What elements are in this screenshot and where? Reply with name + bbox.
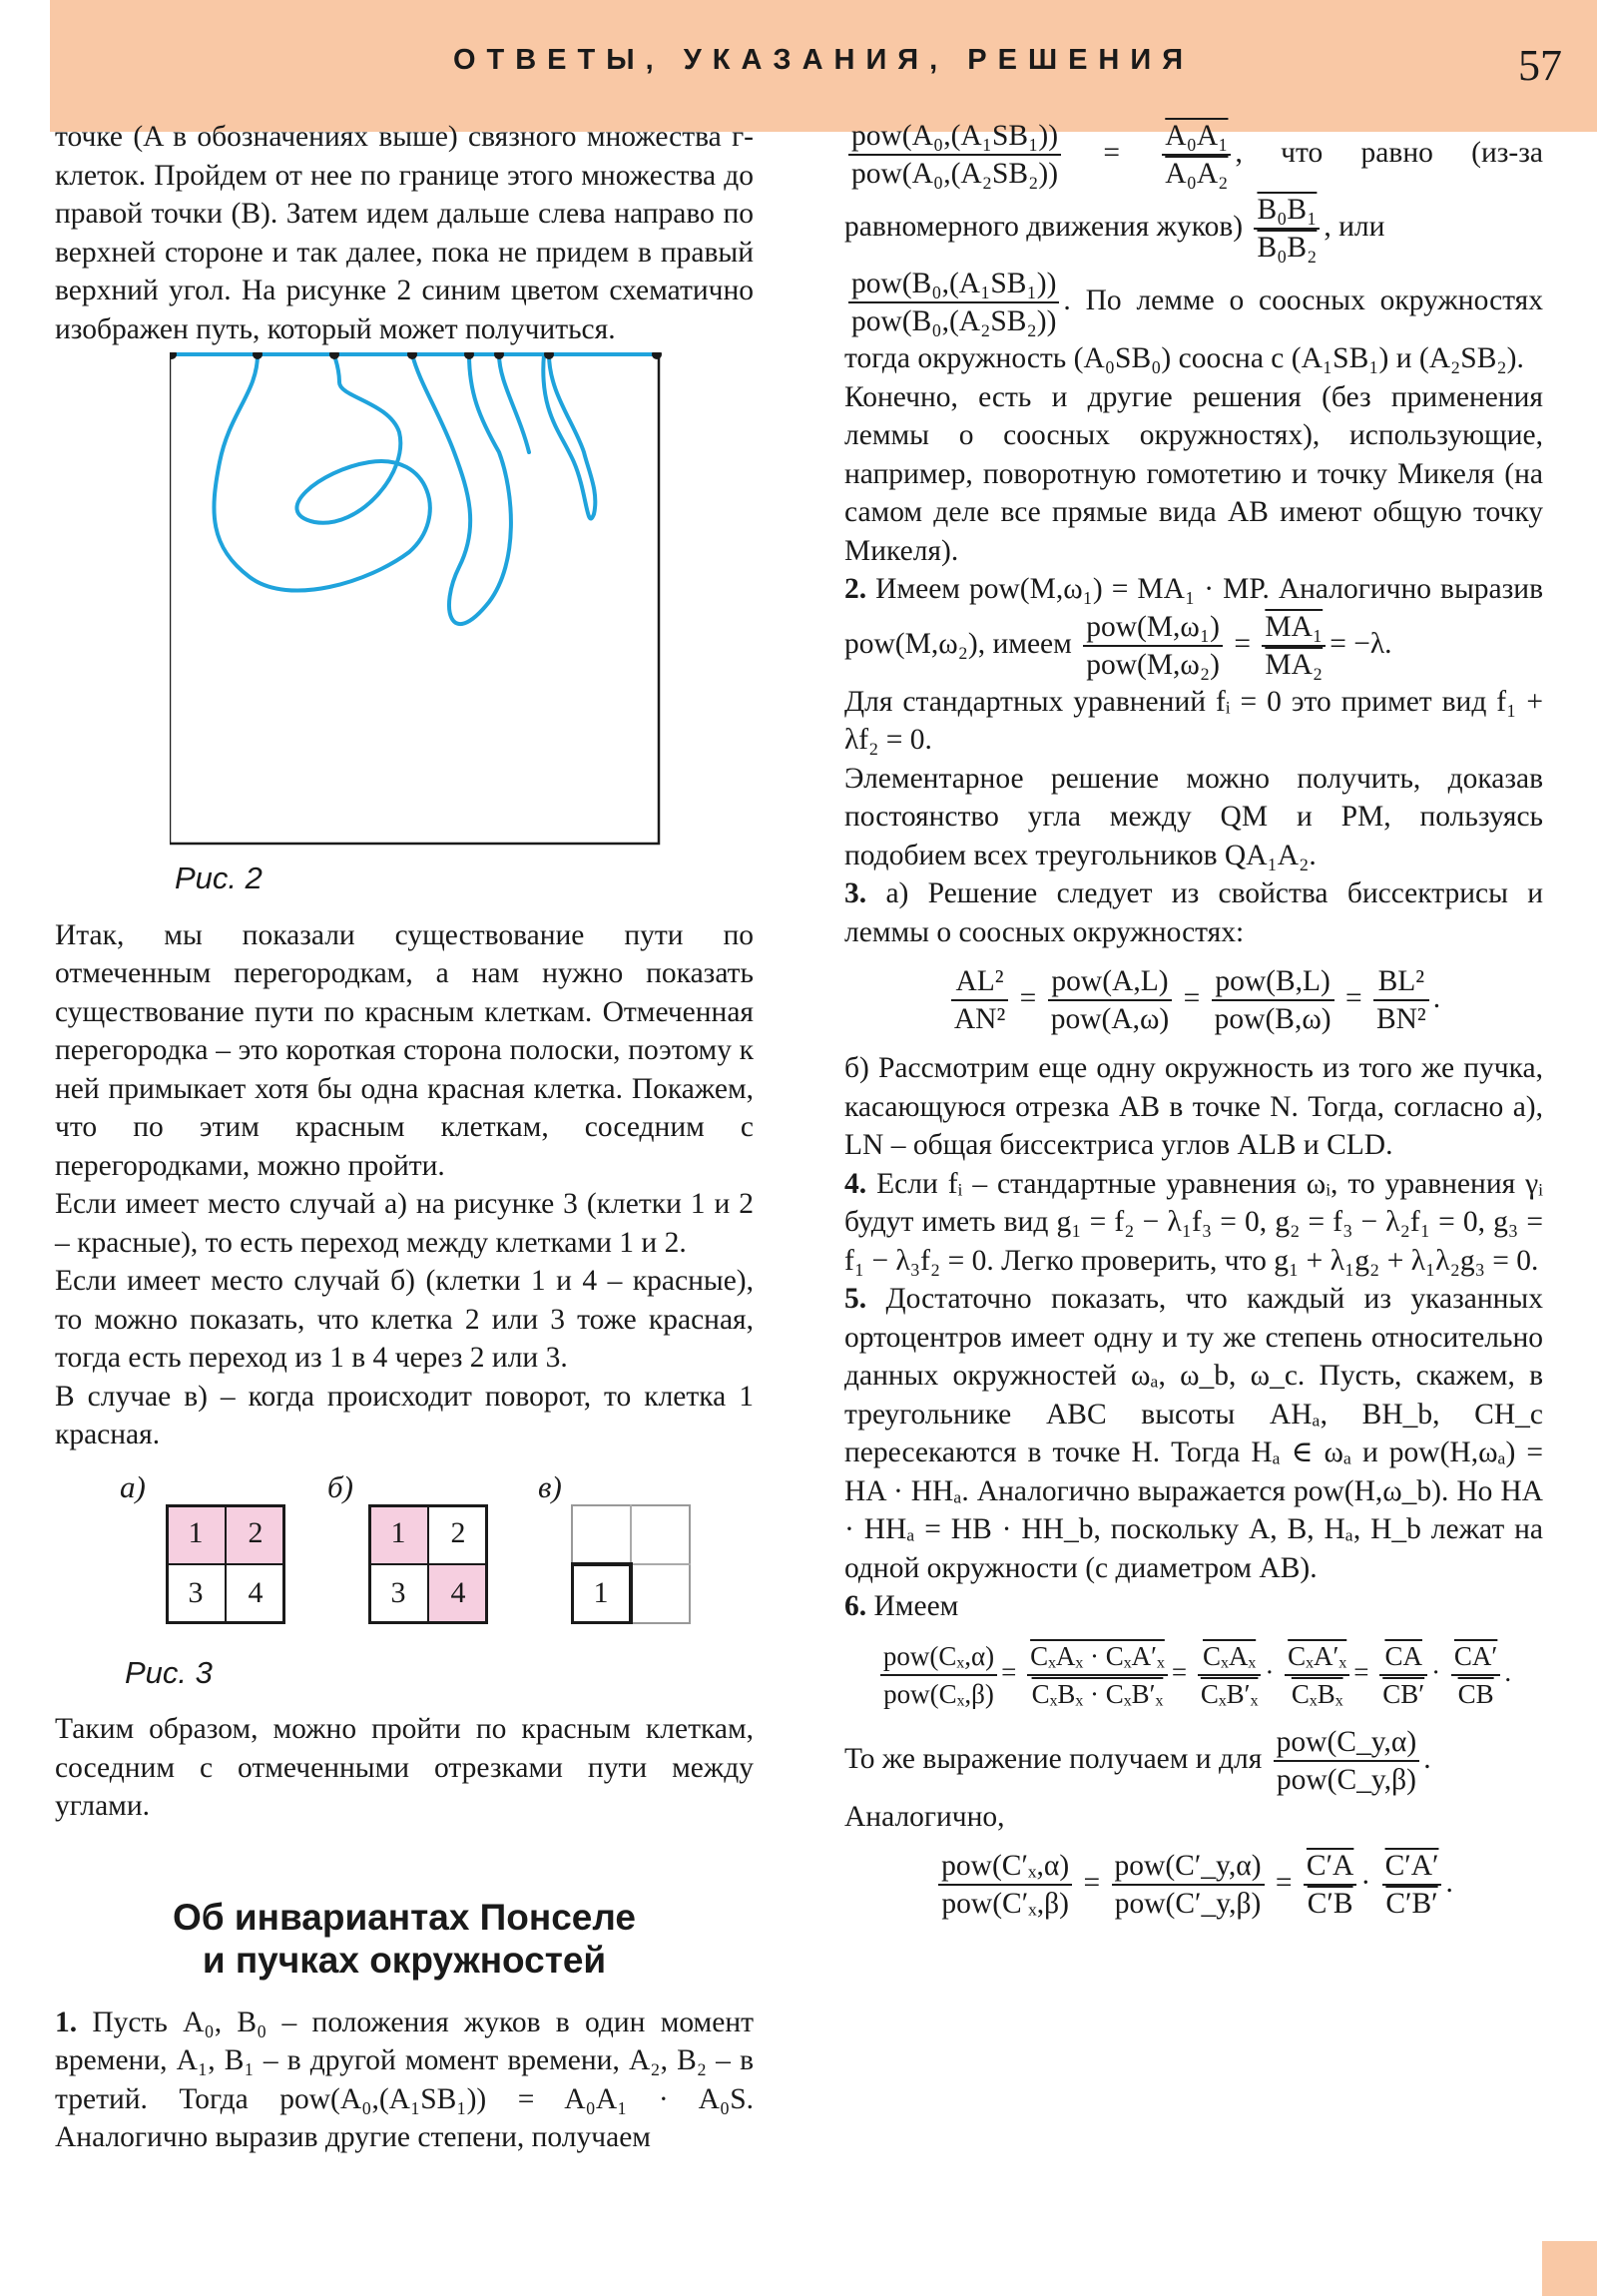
right-column: [844, 118, 1543, 1934]
formula-term: C′A: [1304, 1848, 1356, 1886]
formula-text: , что равно (из-за равномерного движения жуков): [844, 136, 1543, 243]
formula-term: B₀B₁: [1254, 192, 1320, 230]
grid-cell: 3: [390, 1576, 406, 1610]
solution-3: [844, 874, 1543, 951]
item-number: 2.: [844, 573, 867, 605]
formula-term: BL²: [1373, 963, 1429, 1001]
item-number: 6.: [844, 1590, 867, 1622]
formula-term: pow(B,L): [1212, 963, 1334, 1001]
formula-term: $\overline{CA}$: [1379, 1638, 1427, 1676]
solution-6-text: Имеем: [873, 1590, 959, 1622]
left-column: [55, 118, 754, 2157]
section-heading-line-1: Об инвариантах Понселе: [173, 1896, 636, 1938]
formula-1: $\frac{\text{pow(A₀,(A₁SB₁))}}{\text{pow(A₀,(A₂SB₂))}}$ = $\frac{\text{A₀A₁}}{\text{A₀A₂}}$ , что равно (из-за равномерного движения жуков) $\frac{\text{B₀B₁}}{\text{B₀B₂}}$ , или: [844, 120, 1543, 264]
formula-term: pow(B,ω): [1214, 1003, 1331, 1035]
grid-cell: 4: [428, 1564, 488, 1624]
grid-label-c: в): [538, 1468, 562, 1504]
formula-term: pow(A₀,(A₁SB₁)): [848, 118, 1061, 156]
formula-term: pow(C′_y,β): [1114, 1888, 1262, 1920]
formula-term: CₓA′ₓ: [1285, 1638, 1349, 1676]
grid-cell: 1: [368, 1504, 428, 1564]
item-number: 4.: [844, 1167, 867, 1200]
formula-term: MA₂: [1265, 648, 1324, 681]
solution-1-text: Пусть A₀, B₀ – положения жуков в один момент времени, A₁, B₁ – в другой момент времени, A₂, B₂ – в третий. Тогда pow(A₀,(A₁SB₁)) = A₀A₁ · A₀S. Аналогично выразив другие степени, получаем: [55, 2006, 754, 2153]
formula-term: pow(A,ω): [1050, 1003, 1170, 1035]
grid-cell: 1: [166, 1504, 226, 1564]
solution-5-text: Достаточно показать, что каждый из указанных ортоцентров имеет одну и ту же степень относительно данных окружностей ωₐ, ω_b, ω_c. Пусть, скажем, в треугольнике ABC высоты AHₐ, BH_b, CH_c пересекаются в точке H. Тогда Hₐ ∈ ωₐ и pow(H,ωₐ) = HA · HHₐ. Аналогично выражается pow(H,ω_b). Но HA · HHₐ = HB · HH_b, поскольку A, B, Hₐ, H_b лежат на одной окружности (с диаметром AB).: [844, 1283, 1544, 1584]
formula-term: CₓAₓ · CₓA′ₓ: [1027, 1638, 1168, 1676]
paragraph-3: Если имеет место случай б) (клетки 1 и 4 – красные), то можно показать, что клетка 2 или 3 тоже красная, тогда есть переход из 1 в 4 через 2 или 3.: [55, 1265, 754, 1374]
formula-term: CₓB′ₓ: [1200, 1678, 1259, 1709]
grid-cell: 4: [248, 1576, 264, 1610]
solution-2-c: Элементарное решение можно получить, доказав постоянство угла между QM и PM, пользуясь подобием всех треугольников QA₁A₂.: [844, 762, 1543, 871]
solution-4-text: Если fᵢ – стандартные уравнения ωᵢ, то уравнения γᵢ будут иметь вид g₁ = f₂ − λ₁f₃ = 0, g₂ = f₃ − λ₂f₁ = 0, g₃ = f₁ − λ₃f₂ = 0. Легко проверить, что g₁ + λ₁g₂ + λ₁λ₂g₃ = 0.: [844, 1167, 1544, 1277]
paragraph-2: Если имеет место случай а) на рисунке 3 (клетки 1 и 2 – красные), то есть переход между клетками 1 и 2.: [55, 1188, 754, 1259]
solution-6-b-text: То же выражение получаем и для: [844, 1742, 1263, 1775]
formula-term: C′B′: [1385, 1888, 1438, 1920]
formula-term: pow(C′ₓ,α): [938, 1848, 1072, 1886]
grid-cell: 1: [593, 1576, 609, 1610]
paragraph-1: Итак, мы показали существование пути по отмеченным перегородкам, а нам нужно показать существование пути по красным клеткам. Отмеченная перегородка – это короткая сторона полоски, поэтому к ней примыкает хотя бы одна красная клетка. Покажем, что по этим красным клеткам, соседним с перегородками, можно пройти.: [55, 918, 754, 1182]
formula-term: pow(B₀,(A₂SB₂)): [851, 305, 1057, 337]
grid-label-b: б): [327, 1468, 353, 1504]
paragraph-5: Таким образом, можно пройти по красным клеткам, соседним с отмеченными отрезками пути между углами.: [55, 1713, 754, 1822]
formula-term: AL²: [951, 963, 1008, 1001]
formula-term: pow(C′_y,α): [1112, 1848, 1265, 1886]
formula-term: MA₁: [1262, 609, 1326, 647]
page-number: 57: [1518, 41, 1562, 90]
solution-6: [844, 1587, 1543, 1626]
grid-cell: 3: [188, 1576, 204, 1610]
item-number: 1.: [55, 2006, 78, 2038]
page-header: [50, 0, 1597, 132]
formula-term: CₓBₓ: [1291, 1678, 1343, 1709]
grid-label-a: а): [120, 1468, 146, 1504]
solution-3-b: б) Рассмотрим еще одну окружность из того же пучка, касающуюся отрезка AB в точке N. Тогда, согласно а), LN – общая биссектриса углов ALB и CLD.: [844, 1052, 1543, 1161]
formula-term: pow(C′ₓ,β): [941, 1888, 1069, 1920]
formula-term: C′B: [1307, 1888, 1353, 1920]
formula-term: pow(Cₓ,α): [880, 1638, 997, 1676]
formula-term: pow(M,ω₂): [1086, 648, 1220, 681]
solution-4: [844, 1165, 1543, 1281]
formula-term: CA′: [1451, 1638, 1500, 1676]
formula-term: AN²: [953, 1003, 1006, 1035]
formula-term: A₀A₂: [1165, 158, 1229, 190]
formula-term: pow(C_y,β): [1276, 1763, 1416, 1796]
formula-term: pow(B₀,(A₁SB₁)): [848, 266, 1059, 303]
formula-text: , или: [1324, 210, 1385, 243]
running-title: ОТВЕТЫ, УКАЗАНИЯ, РЕШЕНИЯ: [452, 44, 1195, 76]
corner-tab: [1542, 2241, 1597, 2296]
formula-6: $\frac{\text{pow(Cₓ,α)}}{\text{pow(Cₓ,β)}}$ = $\frac{\text{CₓAₓ · CₓA′ₓ}}{\text{CₓBₓ · CₓB′ₓ}}$ = $\frac{\text{CₓAₓ}}{\text{CₓB′ₓ}}$ · $\frac{\text{CₓA′ₓ}}{\text{CₓBₓ}}$ = $\frac{\overline{CA}}{CB'}$ · $\frac{CA'}{CB}$ .: [844, 1638, 1543, 1712]
solution-3-text: а) Решение следует из свойства биссектрисы и леммы о соосных окружностях:: [844, 877, 1544, 948]
solution-1: [55, 2004, 754, 2157]
formula-3: $\frac{\text{AL²}}{\text{AN²}}$ = $\frac{\text{pow(A,L)}}{\text{pow(A,ω)}}$ = $\frac{\text{pow(B,L)}}{\text{pow(B,ω)}}$ = $\frac{\text{BL²}}{\text{BN²}}$ .: [844, 963, 1543, 1037]
solution-2: 2. Имеем pow(M,ω₁) = MA₁ · MP. Аналогично выразив pow(M,ω₂), имеем $\frac{\text{pow(M,ω₁)}}{\text{pow(M,ω₂)}}$ = $\frac{\text{MA₁}}{\text{MA₂}}$ = −λ.: [844, 573, 1543, 681]
grid-cell: 2: [450, 1516, 466, 1550]
figure-2-path-diagram: [170, 352, 669, 852]
formula-term: A₀A₁: [1162, 118, 1231, 156]
formula-term: pow(A₀,(A₂SB₂)): [851, 158, 1059, 190]
item-number: 5.: [844, 1283, 867, 1315]
formula-text: = −λ.: [1330, 627, 1392, 660]
formula-term: pow(C_y,α): [1274, 1724, 1420, 1762]
paragraph-4: В случае в) – когда происходит поворот, то клетка 1 красная.: [55, 1380, 754, 1450]
solution-6-c: Аналогично,: [844, 1800, 1005, 1833]
formula-term: CₓAₓ: [1198, 1638, 1262, 1676]
intro-paragraph: точке (A в обозначениях выше) связного множества г-клеток. Пройдем от нее по границе этого множества до правой точки (B). Затем идем дальше слева направо по верхней стороне и так далее, пока не придем в правый верхний угол. На рисунке 2 синим цветом схематично изображен путь, который может получиться.: [55, 121, 754, 345]
formula-term: B₀B₂: [1257, 232, 1318, 264]
figure-3-grids: [55, 1468, 754, 1648]
grid-cell: 2: [226, 1504, 285, 1564]
formula-text: . По лемме о соосных окружностях тогда окружность (A₀SB₀) соосна с (A₁SB₁) и (A₂SB₂).: [844, 284, 1543, 374]
section-heading-line-2: и пучках окружностей: [202, 1939, 607, 1981]
formula-term: CₓBₓ · CₓB′ₓ: [1031, 1678, 1164, 1709]
formula-term: pow(A,L): [1048, 963, 1173, 1001]
formula-term: pow(M,ω₁): [1083, 609, 1223, 647]
paragraph-other-solutions: Конечно, есть и другие решения (без применения леммы о соосных окружностях), использующие, например, поворотную гомотетию и точку Микеля (на самом деле все прямые вида AB имеют общую точку Микеля).: [844, 380, 1543, 567]
figure-3-caption: Рис. 3: [125, 1654, 213, 1690]
figure-2-caption: Рис. 2: [175, 861, 263, 895]
formula-term: C′A′: [1382, 1848, 1442, 1886]
formula-term: CB′: [1382, 1678, 1425, 1709]
formula-term: BN²: [1375, 1003, 1426, 1035]
formula-2: [844, 266, 1543, 378]
section-heading: [55, 1896, 754, 1982]
formula-6b: $\frac{\text{pow(C′ₓ,α)}}{\text{pow(C′ₓ,β)}}$ = $\frac{\text{pow(C′\_y,α)}}{\text{pow(C′\_y,β)}}$ = $\frac{C'A}{C'B}$ · $\frac{C'A'}{C'B'}$ .: [844, 1848, 1543, 1922]
solution-6-b: То же выражение получаем и для $\frac{\text{pow(C\_y,α)}}{\text{pow(C\_y,β)}}$ .: [844, 1725, 1431, 1796]
item-number: 3.: [844, 877, 867, 909]
solution-5: [844, 1280, 1543, 1587]
solution-2-b: Для стандартных уравнений fᵢ = 0 это примет вид f₁ + λf₂ = 0.: [844, 685, 1543, 756]
solution-2-text: Имеем pow(M,ω₁) = MA₁ · MP. Аналогично выразив pow(M,ω₂), имеем: [844, 573, 1543, 660]
formula-term: CB: [1457, 1678, 1494, 1709]
formula-term: pow(Cₓ,β): [883, 1678, 994, 1709]
